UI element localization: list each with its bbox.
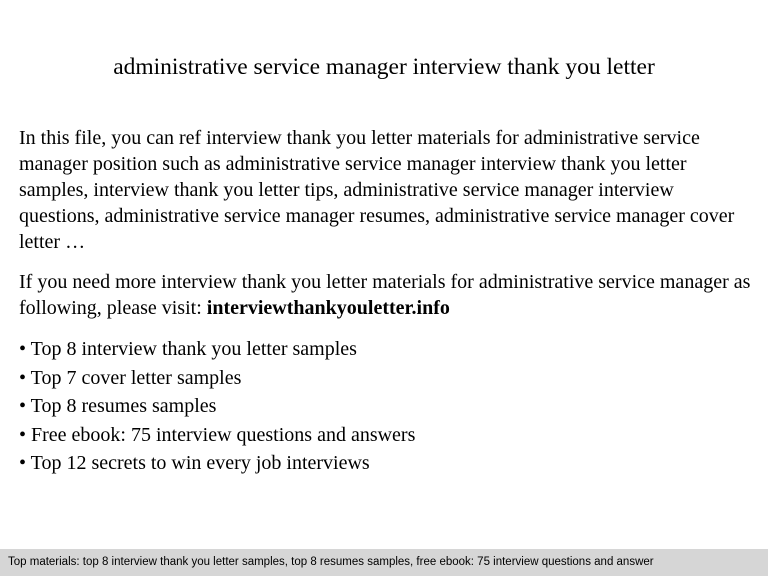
bullet-item <box>19 421 755 450</box>
bullet-list <box>19 335 755 478</box>
bullet-item <box>19 449 755 478</box>
bullet-item-label: Top 7 cover letter samples <box>30 366 242 389</box>
bullet-item <box>19 392 755 421</box>
bullet-icon: • <box>19 423 32 446</box>
footer-text: Top materials: top 8 interview thank you letter samples, top 8 resumes samples, free ebook: 75 interview questions and answer <box>8 556 654 568</box>
bullet-icon: • <box>19 452 31 474</box>
bullet-item <box>19 335 755 364</box>
more-materials-paragraph <box>19 269 755 321</box>
bullet-item-label: Top 8 interview thank you letter samples <box>30 338 357 360</box>
bullet-item-label: Free ebook: 75 interview questions and answers <box>31 423 416 446</box>
bullet-item-label: Top 12 secrets to win every job interviews <box>30 452 370 474</box>
bullet-icon: • <box>19 338 31 360</box>
more-materials-text: If you need more interview thank you letter materials for administrative service manager as following, please visit: <box>19 271 751 319</box>
document-body <box>19 125 755 478</box>
bullet-icon: • <box>19 395 31 417</box>
intro-paragraph: In this file, you can ref interview thank you letter materials for administrative service manager position such as administrative service manager interview thank you letter samples, interview thank you letter tips, administrative service manager interview questions, administrative service manager resumes, administrative service manager cover letter … <box>19 127 735 253</box>
page-title: administrative service manager interview thank you letter <box>113 54 655 80</box>
bullet-item <box>19 364 755 393</box>
footer-bar <box>0 549 768 576</box>
bullet-icon: • <box>19 366 31 389</box>
bullet-item-label: Top 8 resumes samples <box>30 395 217 417</box>
website-link[interactable]: interviewthankyouletter.info <box>206 297 450 319</box>
